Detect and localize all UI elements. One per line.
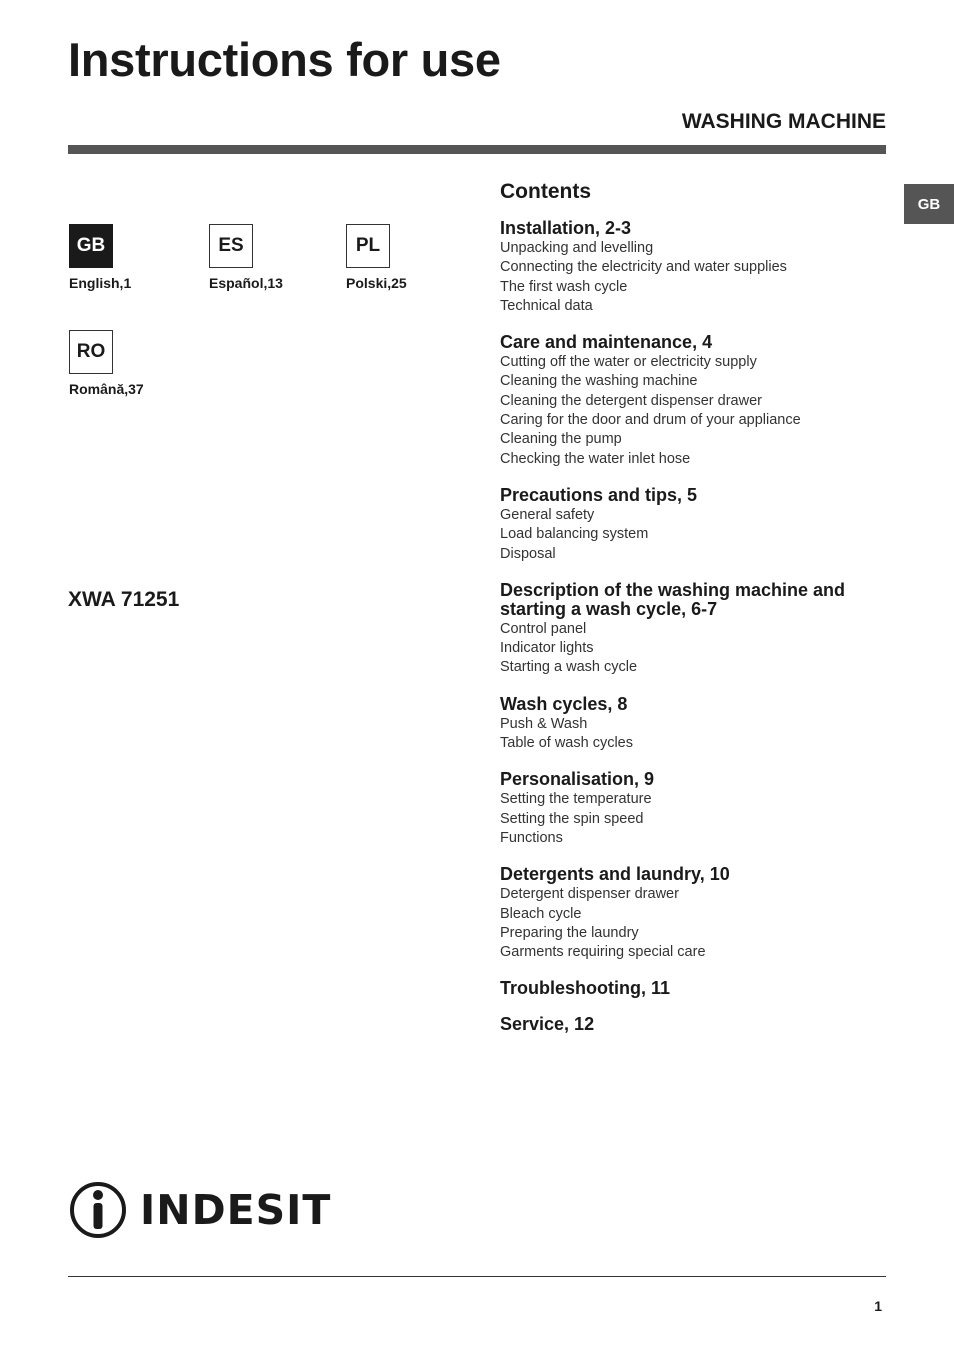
toc-item[interactable]: Detergent dispenser drawer <box>500 886 679 903</box>
table-of-contents <box>500 180 880 1051</box>
toc-item[interactable]: Bleach cycle <box>500 905 582 922</box>
toc-item[interactable]: Caring for the door and drum of your appliance <box>500 412 801 429</box>
header-divider <box>68 145 886 154</box>
language-label[interactable]: Română,37 <box>69 381 144 397</box>
language-item-gb[interactable] <box>69 224 219 291</box>
toc-item[interactable]: Setting the spin speed <box>500 810 644 827</box>
toc-item[interactable]: Starting a wash cycle <box>500 659 638 676</box>
toc-section <box>500 770 880 848</box>
language-label[interactable]: Español,13 <box>209 275 283 291</box>
page-number: 1 <box>874 1298 882 1314</box>
toc-section-title[interactable]: Care and maintenance, 4 <box>500 332 713 353</box>
toc-section-title[interactable]: Precautions and tips, 5 <box>500 484 698 505</box>
indesit-logo <box>68 1180 331 1240</box>
page-title: Instructions for use <box>68 33 501 86</box>
language-side-tab[interactable]: GB <box>904 184 954 224</box>
indesit-i-logo-icon <box>68 1180 128 1240</box>
toc-item[interactable]: Preparing the laundry <box>500 924 639 941</box>
toc-item[interactable]: Functions <box>500 829 563 846</box>
toc-section <box>500 333 880 469</box>
toc-section-title[interactable]: Description of the washing machine and starting a wash cycle, 6-7 <box>500 579 846 619</box>
toc-section-title[interactable]: Detergents and laundry, 10 <box>500 864 730 885</box>
toc-item[interactable]: Cutting off the water or electricity supply <box>500 354 757 371</box>
toc-item[interactable]: Load balancing system <box>500 526 649 543</box>
language-label[interactable]: English,1 <box>69 275 132 291</box>
toc-item[interactable]: Disposal <box>500 545 556 562</box>
toc-item[interactable]: Technical data <box>500 297 593 314</box>
language-code-box[interactable]: GB <box>69 224 113 268</box>
toc-item[interactable]: Cleaning the detergent dispenser drawer <box>500 392 762 409</box>
model-number: XWA 71251 <box>68 588 180 611</box>
language-code-box[interactable]: PL <box>346 224 390 268</box>
toc-item[interactable]: The first wash cycle <box>500 278 628 295</box>
language-item-es[interactable] <box>209 224 359 291</box>
toc-section <box>500 486 880 564</box>
toc-section-title[interactable]: Installation, 2-3 <box>500 218 632 238</box>
toc-item[interactable]: Cleaning the pump <box>500 431 622 448</box>
product-type: WASHING MACHINE <box>681 110 886 133</box>
language-label[interactable]: Polski,25 <box>346 275 407 291</box>
toc-section-title[interactable]: Personalisation, 9 <box>500 769 655 790</box>
toc-section <box>500 865 880 962</box>
footer-divider <box>68 1276 886 1277</box>
toc-section <box>500 219 880 316</box>
language-code-box[interactable]: ES <box>209 224 253 268</box>
toc-item[interactable]: Indicator lights <box>500 640 594 657</box>
toc-item[interactable]: Control panel <box>500 620 587 637</box>
toc-section-title[interactable]: Service, 12 <box>500 1014 595 1035</box>
contents-heading: Contents <box>500 180 591 203</box>
language-code-box[interactable]: RO <box>69 330 113 374</box>
toc-item[interactable]: Connecting the electricity and water supplies <box>500 259 787 276</box>
toc-section <box>500 1015 880 1034</box>
language-item-ro[interactable] <box>69 330 219 397</box>
toc-section-title[interactable]: Wash cycles, 8 <box>500 693 628 714</box>
toc-item[interactable]: General safety <box>500 506 595 523</box>
toc-item[interactable]: Cleaning the washing machine <box>500 373 698 390</box>
toc-item[interactable]: Table of wash cycles <box>500 735 633 752</box>
language-item-pl[interactable] <box>346 224 496 291</box>
toc-item[interactable]: Garments requiring special care <box>500 944 706 961</box>
toc-item[interactable]: Push & Wash <box>500 715 588 732</box>
toc-section <box>500 581 880 678</box>
toc-section-title[interactable]: Troubleshooting, 11 <box>500 978 671 999</box>
toc-section <box>500 695 880 754</box>
logo-wordmark: INDESIT <box>140 1186 332 1234</box>
toc-item[interactable]: Checking the water inlet hose <box>500 450 691 467</box>
toc-item[interactable]: Setting the temperature <box>500 791 652 808</box>
toc-item[interactable]: Unpacking and levelling <box>500 240 654 256</box>
toc-section <box>500 979 880 998</box>
